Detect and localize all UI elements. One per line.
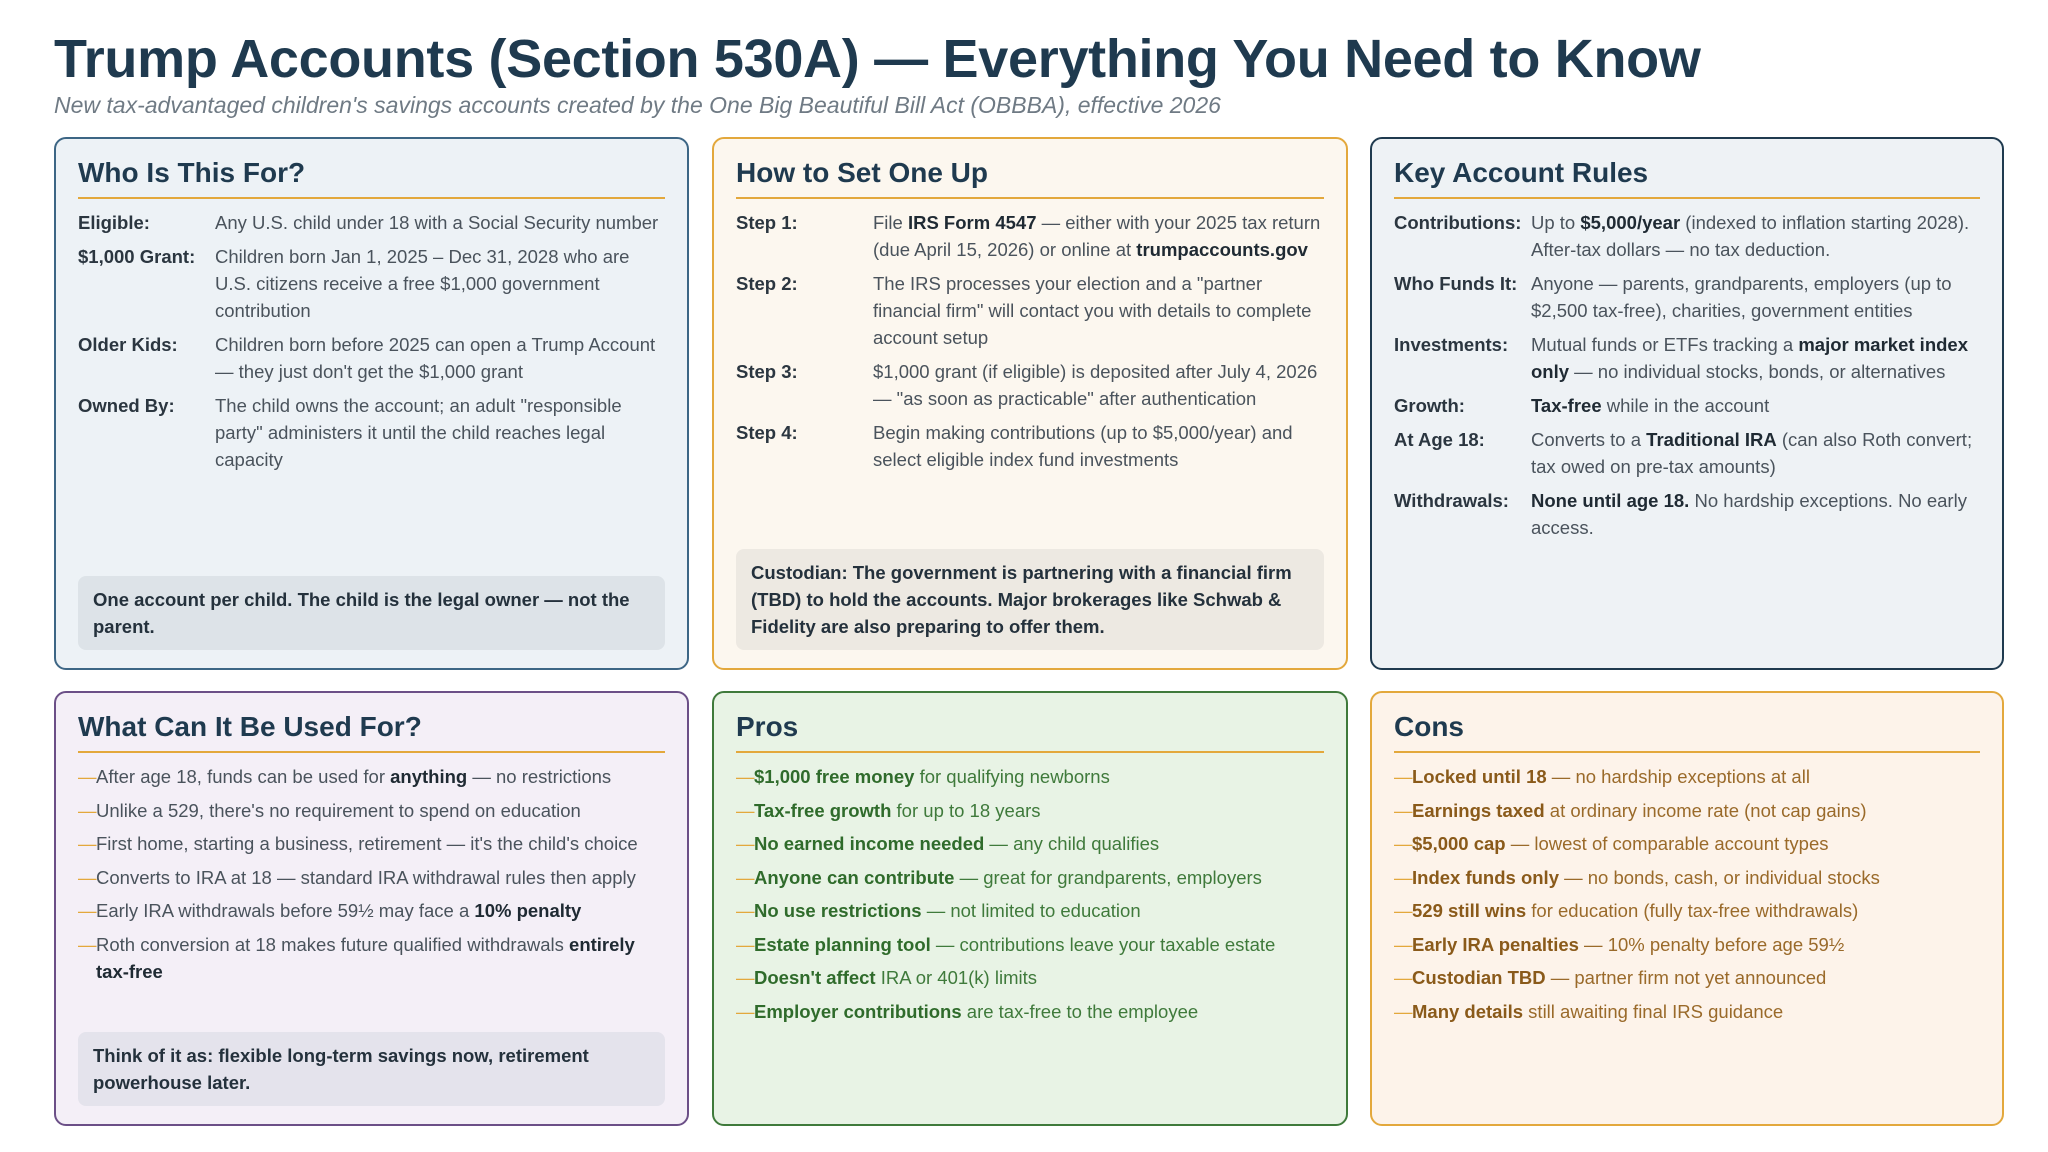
body-text: First home, starting a business, retirement — it's the child's choice: [96, 833, 638, 854]
emphasis-text: Many details: [1412, 1000, 1524, 1022]
dash-bullet-icon: —: [1394, 1000, 1413, 1022]
uses-item: [78, 830, 665, 857]
dash-bullet-icon: —: [78, 766, 97, 787]
dash-bullet-icon: —: [736, 833, 755, 854]
who-note: One account per child. The child is the legal owner — not the parent.: [78, 576, 665, 650]
emphasis-text: $5,000/year: [1580, 212, 1681, 233]
pros-item: [736, 830, 1324, 857]
dash-bullet-icon: —: [736, 967, 755, 988]
body-text: $1,000 grant (if eligible) is deposited after July 4, 2026 — "as soon as practicable" after authentication: [873, 361, 1318, 409]
body-text: — no bonds, cash, or individual stocks: [1558, 866, 1880, 888]
pros-item: [736, 897, 1324, 924]
page-title: Trump Accounts (Section 530A) — Everything You Need to Know: [54, 29, 1701, 89]
page-subtitle: New tax-advantaged children's savings accounts created by the One Big Beautiful Bill Act (OBBBA), effective 2026: [54, 92, 1221, 118]
dash-bullet-icon: —: [736, 900, 755, 921]
pros-item: [736, 931, 1324, 958]
body-text: — not limited to education: [921, 900, 1141, 921]
emphasis-text: $5,000 cap: [1412, 833, 1506, 854]
body-text: Roth conversion at 18 makes future qualified withdrawals: [96, 933, 570, 955]
row-label: Step 1:: [736, 212, 798, 233]
row-label: Step 2:: [736, 273, 798, 294]
row-value: [1531, 487, 1980, 541]
rules-row: [1394, 487, 1980, 541]
dash-bullet-icon: —: [78, 900, 97, 921]
cons-item: [1394, 931, 1980, 958]
emphasis-text: Early IRA penalties: [1412, 933, 1579, 955]
dash-bullet-icon: —: [1394, 766, 1413, 787]
cons-item: [1394, 830, 1980, 857]
setup-card: [712, 137, 1348, 670]
row-value: [1531, 270, 1980, 324]
body-text: while in the account: [1601, 395, 1770, 416]
who-row: [78, 243, 665, 324]
body-text: for education (fully tax-free withdrawals): [1526, 900, 1859, 921]
pros-list: [736, 763, 1324, 1025]
uses-item: [78, 931, 665, 985]
emphasis-text: Tax-free growth: [754, 799, 892, 821]
row-label: Who Funds It:: [1394, 273, 1518, 294]
body-text: IRA or 401(k) limits: [875, 967, 1037, 988]
emphasis-text: Index funds only: [1412, 866, 1559, 888]
body-text: Unlike a 529, there's no requirement to spend on education: [96, 799, 581, 821]
dash-bullet-icon: —: [1394, 900, 1413, 921]
rules-row: [1394, 331, 1980, 385]
emphasis-text: No use restrictions: [754, 900, 922, 921]
dash-bullet-icon: —: [736, 799, 755, 821]
rules-card: [1370, 137, 2004, 670]
cons-card: [1370, 691, 2004, 1126]
body-text: — no restrictions: [467, 766, 612, 787]
setup-rows: [736, 209, 1324, 473]
row-label: Step 4:: [736, 422, 798, 443]
pros-heading: Pros: [736, 711, 1324, 753]
uses-item: [78, 897, 665, 924]
setup-row: [736, 270, 1324, 351]
uses-item: [78, 864, 665, 891]
body-text: — lowest of comparable account types: [1505, 833, 1829, 854]
pros-item: [736, 964, 1324, 991]
body-text: — partner firm not yet announced: [1545, 967, 1827, 988]
emphasis-text: 529 still wins: [1412, 900, 1527, 921]
emphasis-text: Custodian TBD: [1412, 967, 1546, 988]
cons-item: [1394, 964, 1980, 991]
setup-row: [736, 419, 1324, 473]
row-label: Older Kids:: [78, 334, 178, 355]
setup-row: [736, 209, 1324, 263]
row-label: At Age 18:: [1394, 429, 1485, 450]
row-value: [1531, 392, 1980, 419]
who-rows: [78, 209, 665, 473]
body-text: Anyone — parents, grandparents, employers (up to $2,500 tax-free), charities, government entities: [1531, 273, 1952, 321]
setup-heading: How to Set One Up: [736, 157, 1324, 199]
dash-bullet-icon: —: [736, 766, 755, 787]
rules-row: [1394, 392, 1980, 419]
dash-bullet-icon: —: [736, 866, 755, 888]
body-text: — no hardship exceptions at all: [1546, 766, 1810, 787]
row-value: Children born before 2025 can open a Trump Account — they just don't get the $1,000 grant: [215, 334, 656, 382]
setup-row: [736, 358, 1324, 412]
row-value: [873, 419, 1324, 473]
row-label: Contributions:: [1394, 212, 1522, 233]
dash-bullet-icon: —: [78, 833, 97, 854]
emphasis-text: None until age 18.: [1531, 490, 1690, 511]
body-text: — any child qualifies: [984, 833, 1160, 854]
dash-bullet-icon: —: [78, 866, 97, 888]
cons-item: [1394, 897, 1980, 924]
cons-item: [1394, 797, 1980, 824]
who-row: [78, 209, 665, 236]
row-label: Step 3:: [736, 361, 798, 382]
rules-heading: Key Account Rules: [1394, 157, 1980, 199]
emphasis-text: Earnings taxed: [1412, 799, 1545, 821]
row-label: Owned By:: [78, 395, 175, 416]
body-text: Converts to IRA at 18 — standard IRA withdrawal rules then apply: [96, 866, 636, 888]
body-text: Mutual funds or ETFs tracking a: [1531, 334, 1799, 355]
emphasis-text: Tax-free: [1531, 395, 1602, 416]
emphasis-text: anything: [390, 766, 468, 787]
row-value: [873, 270, 1324, 351]
emphasis-text: Traditional IRA: [1646, 429, 1777, 450]
pros-card: [712, 691, 1348, 1126]
dash-bullet-icon: —: [1394, 967, 1413, 988]
row-label: Withdrawals:: [1394, 490, 1509, 511]
emphasis-text: IRS Form 4547: [907, 212, 1037, 233]
body-text: are tax-free to the employee: [961, 1000, 1199, 1022]
body-text: (indexed to inflation starting 2028). After-tax dollars — no tax deduction.: [1531, 212, 1970, 260]
cons-item: [1394, 763, 1980, 790]
dash-bullet-icon: —: [1394, 799, 1413, 821]
uses-item: [78, 763, 665, 790]
emphasis-text: major market index only: [1531, 334, 1968, 382]
rules-row: [1394, 426, 1980, 480]
uses-note: Think of it as: flexible long-term savings now, retirement powerhouse later.: [78, 1032, 665, 1106]
body-text: — 10% penalty before age 59½: [1578, 933, 1845, 955]
emphasis-text: 10% penalty: [474, 900, 582, 921]
uses-heading: What Can It Be Used For?: [78, 711, 665, 753]
cons-list: [1394, 763, 1980, 1025]
emphasis-text: Anyone can contribute: [754, 866, 955, 888]
dash-bullet-icon: —: [736, 1000, 755, 1022]
body-text: for up to 18 years: [891, 799, 1041, 821]
row-value: Any U.S. child under 18 with a Social Security number: [215, 212, 659, 233]
body-text: (can also Roth convert; tax owed on pre-tax amounts): [1531, 429, 1973, 477]
dash-bullet-icon: —: [78, 799, 97, 821]
rules-row: [1394, 270, 1980, 324]
pros-item: [736, 998, 1324, 1025]
emphasis-text: entirely tax-free: [96, 933, 635, 982]
emphasis-text: trumpaccounts.gov: [1136, 239, 1308, 260]
uses-card: [54, 691, 689, 1126]
emphasis-text: Employer contributions: [754, 1000, 962, 1022]
pros-item: [736, 763, 1324, 790]
row-value: [1531, 331, 1980, 385]
body-text: File: [873, 212, 908, 233]
pros-item: [736, 864, 1324, 891]
emphasis-text: Doesn't affect: [754, 967, 876, 988]
rules-rows: [1394, 209, 1980, 541]
body-text: After age 18, funds can be used for: [96, 766, 391, 787]
body-text: Up to: [1531, 212, 1581, 233]
row-value: [1531, 209, 1980, 263]
body-text: at ordinary income rate (not cap gains): [1544, 799, 1867, 821]
pros-item: [736, 797, 1324, 824]
body-text: No hardship exceptions. No early access.: [1531, 490, 1967, 538]
dash-bullet-icon: —: [736, 933, 755, 955]
uses-item: [78, 797, 665, 824]
emphasis-text: $1,000 free money: [754, 766, 915, 787]
cons-item: [1394, 864, 1980, 891]
row-label: Investments:: [1394, 334, 1509, 355]
row-value: [1531, 426, 1980, 480]
emphasis-text: Locked until 18: [1412, 766, 1547, 787]
dash-bullet-icon: —: [78, 933, 97, 955]
body-text: — great for grandparents, employers: [954, 866, 1262, 888]
body-text: — either with your 2025 tax return (due April 15, 2026) or online at: [873, 212, 1321, 260]
row-value: [873, 358, 1324, 412]
cons-heading: Cons: [1394, 711, 1980, 753]
row-value: Children born Jan 1, 2025 – Dec 31, 2028 who are U.S. citizens receive a free $1,000 government contribution: [215, 246, 630, 321]
setup-note: Custodian: The government is partnering with a financial firm (TBD) to hold the accounts. Major brokerages like Schwab & Fidelity are also preparing to offer them.: [736, 549, 1324, 650]
uses-list: [78, 763, 665, 985]
emphasis-text: Estate planning tool: [754, 933, 931, 955]
cons-item: [1394, 998, 1980, 1025]
row-value: [873, 209, 1324, 263]
body-text: Converts to a: [1531, 429, 1647, 450]
row-label: Eligible:: [78, 212, 150, 233]
who-row: [78, 331, 665, 385]
who-card: [54, 137, 689, 670]
row-value: The child owns the account; an adult "responsible party" administers it until the child reaches legal capacity: [215, 395, 622, 470]
dash-bullet-icon: —: [1394, 866, 1413, 888]
dash-bullet-icon: —: [1394, 833, 1413, 854]
dash-bullet-icon: —: [1394, 933, 1413, 955]
rules-row: [1394, 209, 1980, 263]
who-row: [78, 392, 665, 473]
emphasis-text: No earned income needed: [754, 833, 985, 854]
who-heading: Who Is This For?: [78, 157, 665, 199]
body-text: — contributions leave your taxable estate: [930, 933, 1276, 955]
body-text: Begin making contributions (up to $5,000/year) and select eligible index fund investments: [873, 422, 1293, 470]
row-label: Growth:: [1394, 395, 1465, 416]
body-text: still awaiting final IRS guidance: [1523, 1000, 1784, 1022]
body-text: The IRS processes your election and a "partner financial firm" will contact you with details to complete account setup: [873, 273, 1312, 348]
body-text: Early IRA withdrawals before 59½ may face a: [96, 900, 475, 921]
body-text: for qualifying newborns: [914, 766, 1110, 787]
body-text: — no individual stocks, bonds, or alternatives: [1569, 361, 1946, 382]
row-label: $1,000 Grant:: [78, 246, 196, 267]
